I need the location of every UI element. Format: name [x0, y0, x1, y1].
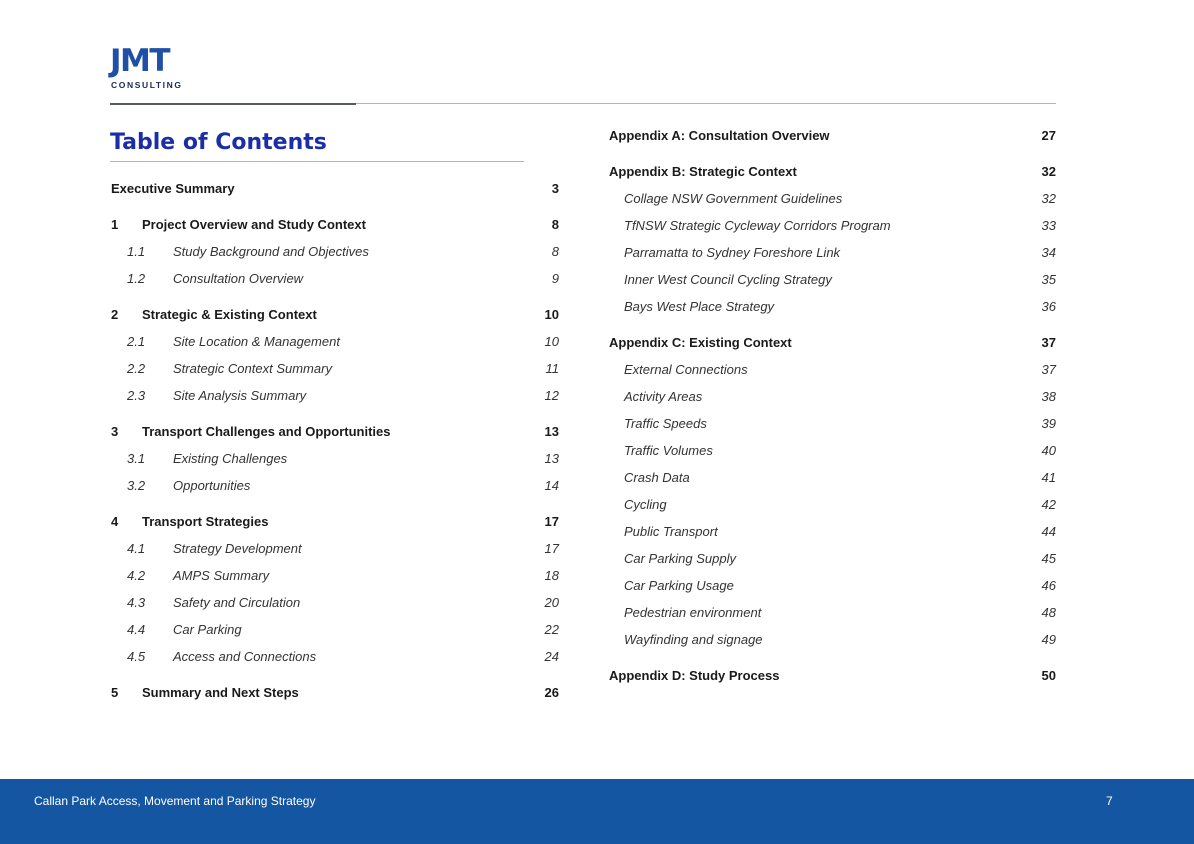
toc-appendix-subentry[interactable] [608, 441, 1056, 461]
toc-entry-page-number: 3 [551, 181, 559, 196]
toc-entry-number: 4.2 [127, 568, 146, 583]
toc-appendix-subentry[interactable] [608, 603, 1056, 623]
toc-entry-label: Inner West Council Cycling Strategy [624, 272, 832, 287]
toc-subsection-entry[interactable] [110, 593, 559, 613]
toc-entry-page-number: 20 [544, 595, 559, 610]
toc-entry-page-number: 35 [1041, 272, 1056, 287]
toc-subsection-entry[interactable] [110, 566, 559, 586]
toc-entry-label: Appendix D: Study Process [609, 668, 780, 683]
toc-entry-page-number: 46 [1041, 578, 1056, 593]
toc-subsection-entry[interactable] [110, 332, 559, 352]
toc-entry-label: Existing Challenges [173, 451, 288, 466]
toc-entry-label: TfNSW Strategic Cycleway Corridors Program [624, 218, 891, 233]
logo-wordmark: JMT [110, 43, 170, 79]
toc-entry-page-number: 13 [544, 424, 559, 439]
toc-entry-number: 4.3 [127, 595, 146, 610]
toc-entry-page-number: 8 [551, 244, 559, 259]
toc-entry-page-number: 44 [1041, 524, 1056, 539]
toc-entry-number: 4.5 [127, 649, 146, 664]
toc-entry-label: External Connections [624, 362, 748, 377]
toc-entry-page-number: 45 [1041, 551, 1056, 566]
toc-appendix-subentry[interactable] [608, 630, 1056, 650]
toc-entry-label: Consultation Overview [173, 271, 304, 286]
toc-entry-label: Project Overview and Study Context [142, 217, 366, 232]
toc-subsection-entry[interactable] [110, 449, 559, 469]
toc-entry-label: Strategic & Existing Context [142, 307, 317, 322]
toc-heading-entry[interactable] [110, 683, 559, 703]
toc-entry-number: 5 [111, 685, 119, 700]
toc-subsection-entry[interactable] [110, 620, 559, 640]
toc-entry-number: 4.1 [127, 541, 146, 556]
toc-entry-page-number: 18 [544, 568, 559, 583]
toc-subsection-entry[interactable] [110, 386, 559, 406]
toc-heading-entry[interactable] [110, 215, 559, 235]
toc-entry-page-number: 48 [1041, 605, 1056, 620]
toc-entry-page-number: 27 [1041, 128, 1056, 143]
toc-entry-page-number: 26 [544, 685, 559, 700]
toc-entry-label: Traffic Speeds [624, 416, 707, 431]
toc-entry-label: Safety and Circulation [173, 595, 301, 610]
toc-entry-page-number: 17 [544, 541, 559, 556]
footer-document-title: Callan Park Access, Movement and Parking Strategy [34, 794, 316, 808]
toc-subsection-entry[interactable] [110, 242, 559, 262]
toc-entry-label: AMPS Summary [173, 568, 270, 583]
toc-entry-label: Parramatta to Sydney Foreshore Link [624, 245, 841, 260]
toc-subsection-entry[interactable] [110, 476, 559, 496]
toc-appendix-subentry[interactable] [608, 495, 1056, 515]
toc-entry-label: Crash Data [624, 470, 690, 485]
toc-entry-label: Car Parking Supply [624, 551, 736, 566]
toc-entry-page-number: 10 [544, 307, 559, 322]
toc-subsection-entry[interactable] [110, 539, 559, 559]
toc-entry-page-number: 34 [1041, 245, 1056, 260]
toc-appendix-entry[interactable] [608, 162, 1056, 182]
toc-entry-label: Study Background and Objectives [173, 244, 369, 259]
toc-entry-label: Appendix C: Existing Context [609, 335, 792, 350]
toc-entry-number: 4.4 [127, 622, 146, 637]
toc-entry-label: Access and Connections [173, 649, 317, 664]
toc-entry-label: Transport Challenges and Opportunities [142, 424, 391, 439]
toc-entry-label: Appendix B: Strategic Context [609, 164, 797, 179]
toc-entry-page-number: 42 [1041, 497, 1056, 512]
page-footer [0, 779, 1194, 844]
toc-entry-number: 1.1 [127, 244, 146, 259]
toc-subsection-entry[interactable] [110, 269, 559, 289]
toc-entry-number: 1.2 [127, 271, 146, 286]
toc-entry-page-number: 33 [1041, 218, 1056, 233]
toc-entry-number: 3.2 [127, 478, 146, 493]
footer-page-number: 7 [1106, 794, 1113, 808]
toc-subsection-entry[interactable] [110, 359, 559, 379]
toc-heading-entry[interactable] [110, 422, 559, 442]
toc-heading-entry[interactable] [110, 179, 559, 199]
toc-entry-page-number: 41 [1041, 470, 1056, 485]
toc-entry-label: Car Parking [173, 622, 242, 637]
toc-entry-label: Activity Areas [624, 389, 703, 404]
toc-entry-page-number: 40 [1041, 443, 1056, 458]
toc-entry-label: Public Transport [624, 524, 718, 539]
toc-entry-label: Collage NSW Government Guidelines [624, 191, 843, 206]
toc-entry-label: Traffic Volumes [624, 443, 713, 458]
toc-entry-page-number: 11 [545, 361, 559, 376]
toc-entry-number: 2.3 [127, 388, 146, 403]
toc-entry-page-number: 9 [551, 271, 559, 286]
toc-heading-entry[interactable] [110, 305, 559, 325]
toc-entry-number: 2 [111, 307, 119, 322]
toc-entry-label: Car Parking Usage [624, 578, 734, 593]
toc-appendix-subentry[interactable] [608, 216, 1056, 236]
toc-entry-number: 3 [111, 424, 119, 439]
toc-entry-label: Site Analysis Summary [173, 388, 307, 403]
toc-entry-page-number: 22 [544, 622, 559, 637]
company-logo [110, 43, 192, 92]
toc-appendix-subentry[interactable] [608, 387, 1056, 407]
toc-appendix-subentry[interactable] [608, 468, 1056, 488]
toc-appendix-entry[interactable] [608, 126, 1056, 146]
toc-appendix-subentry[interactable] [608, 414, 1056, 434]
toc-entry-label: Cycling [624, 497, 667, 512]
toc-entry-label: Bays West Place Strategy [624, 299, 775, 314]
logo-subtitle: CONSULTING [111, 80, 183, 90]
toc-entry-page-number: 32 [1041, 191, 1056, 206]
toc-entry-page-number: 17 [544, 514, 559, 529]
toc-appendix-subentry[interactable] [608, 270, 1056, 290]
toc-entry-page-number: 32 [1041, 164, 1056, 179]
toc-entry-page-number: 12 [544, 388, 559, 403]
toc-entry-label: Strategic Context Summary [173, 361, 332, 376]
toc-heading-entry[interactable] [110, 512, 559, 532]
toc-entry-label: Transport Strategies [142, 514, 269, 529]
toc-entry-page-number: 37 [1041, 335, 1056, 350]
toc-entry-page-number: 50 [1041, 668, 1056, 683]
toc-appendix-entry[interactable] [608, 666, 1056, 686]
toc-entry-page-number: 14 [544, 478, 559, 493]
toc-entry-page-number: 24 [544, 649, 559, 664]
title-underline [110, 161, 524, 162]
toc-entry-page-number: 38 [1041, 389, 1056, 404]
toc-entry-label: Appendix A: Consultation Overview [609, 128, 830, 143]
toc-subsection-entry[interactable] [110, 647, 559, 667]
toc-entry-label: Executive Summary [111, 181, 235, 196]
toc-entry-number: 2.2 [127, 361, 146, 376]
toc-entry-page-number: 39 [1041, 416, 1056, 431]
toc-entry-label: Strategy Development [173, 541, 302, 556]
toc-entry-number: 2.1 [127, 334, 146, 349]
toc-entry-label: Summary and Next Steps [142, 685, 299, 700]
toc-entry-label: Site Location & Management [173, 334, 340, 349]
toc-entry-number: 4 [111, 514, 119, 529]
toc-entry-page-number: 36 [1041, 299, 1056, 314]
toc-appendix-subentry[interactable] [608, 297, 1056, 317]
toc-entry-page-number: 8 [551, 217, 559, 232]
header-rule-dark [110, 103, 356, 105]
toc-entry-page-number: 13 [544, 451, 559, 466]
toc-entry-number: 3.1 [127, 451, 146, 466]
toc-appendix-subentry[interactable] [608, 576, 1056, 596]
toc-appendix-subentry[interactable] [608, 549, 1056, 569]
page-title: Table of Contents [110, 130, 327, 155]
toc-entry-label: Opportunities [173, 478, 251, 493]
toc-entry-page-number: 37 [1041, 362, 1056, 377]
toc-appendix-subentry[interactable] [608, 360, 1056, 380]
toc-appendix-subentry[interactable] [608, 522, 1056, 542]
toc-entry-page-number: 49 [1041, 632, 1056, 647]
toc-appendix-entry[interactable] [608, 333, 1056, 353]
toc-appendix-subentry[interactable] [608, 243, 1056, 263]
toc-entry-number: 1 [111, 217, 119, 232]
toc-entry-label: Wayfinding and signage [624, 632, 763, 647]
toc-entry-label: Pedestrian environment [624, 605, 762, 620]
toc-appendix-subentry[interactable] [608, 189, 1056, 209]
toc-entry-page-number: 10 [544, 334, 559, 349]
header-rule-light [356, 103, 1056, 104]
